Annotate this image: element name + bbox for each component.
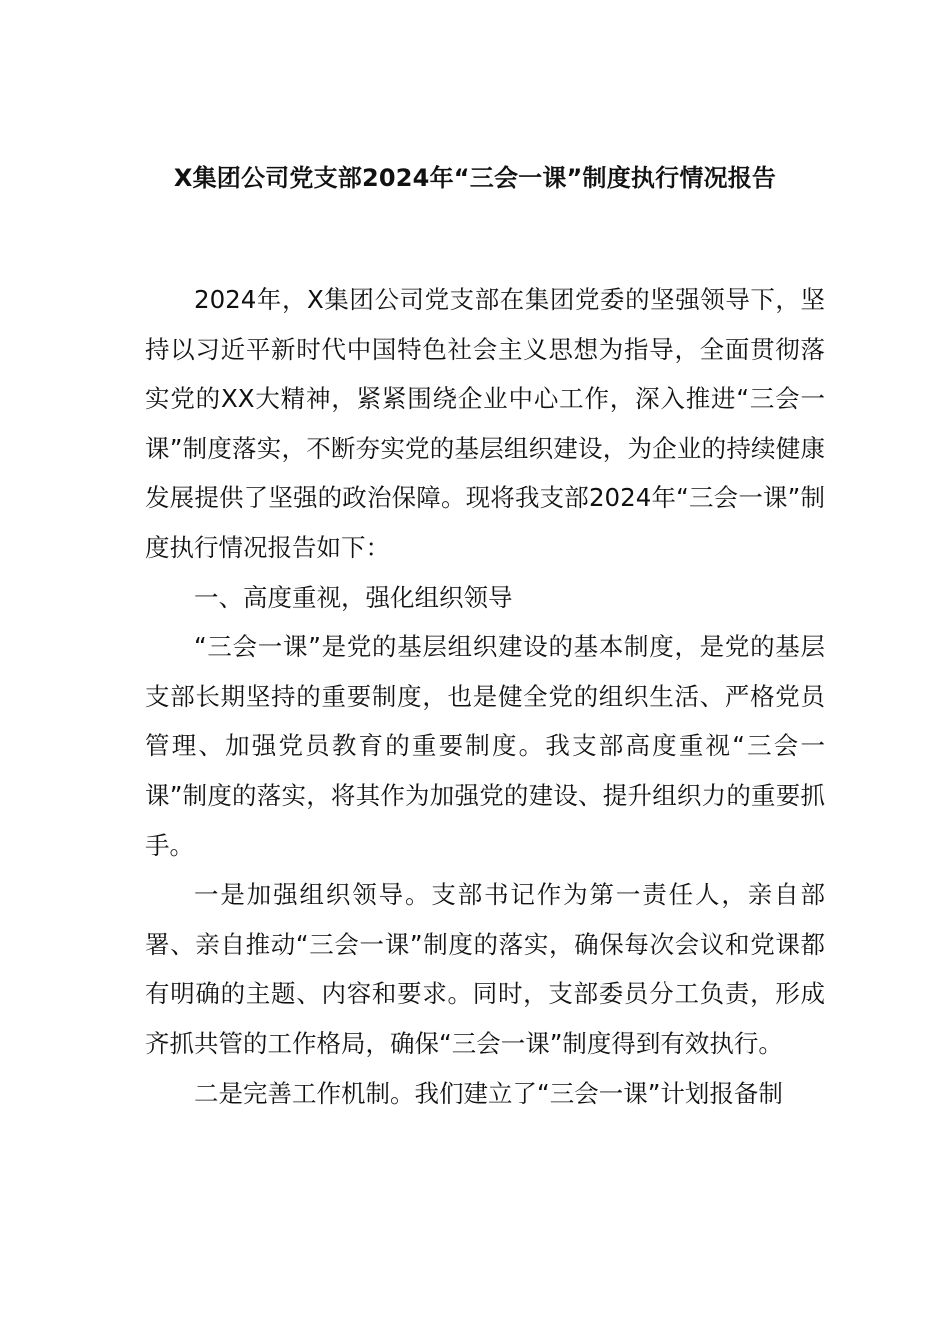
intro-paragraph: 2024年，X集团公司党支部在集团党委的坚强领导下，坚持以习近平新时代中国特色社会主义思想为指导，全面贯彻落实党的XX大精神，紧紧围绕企业中心工作，深入推进“三会一课”制度落实，不断夯实党的基层组织建设，为企业的持续健康发展提供了坚强的政治保障。现将我支部2024年“三会一课”制度执行情况报告如下：	[145, 285, 825, 562]
point-2-paragraph: 二是完善工作机制。我们建立了“三会一课”计划报备制	[194, 1078, 783, 1108]
section-heading-1: 一、高度重视，强化组织领导	[194, 582, 513, 612]
document-body	[145, 275, 825, 1118]
section-1-paragraph: “三会一课”是党的基层组织建设的基本制度，是党的基层支部长期坚持的重要制度，也是健全党的组织生活、严格党员管理、加强党员教育的重要制度。我支部高度重视“三会一课”制度的落实，将其作为加强党的建设、提升组织力的重要抓手。	[145, 632, 825, 860]
point-1-paragraph: 一是加强组织领导。支部书记作为第一责任人，亲自部署、亲自推动“三会一课”制度的落实，确保每次会议和党课都有明确的主题、内容和要求。同时，支部委员分工负责，形成齐抓共管的工作格局，确保“三会一课”制度得到有效执行。	[145, 880, 825, 1058]
document-title: X集团公司党支部2024年“三会一课”制度执行情况报告	[173, 164, 777, 192]
